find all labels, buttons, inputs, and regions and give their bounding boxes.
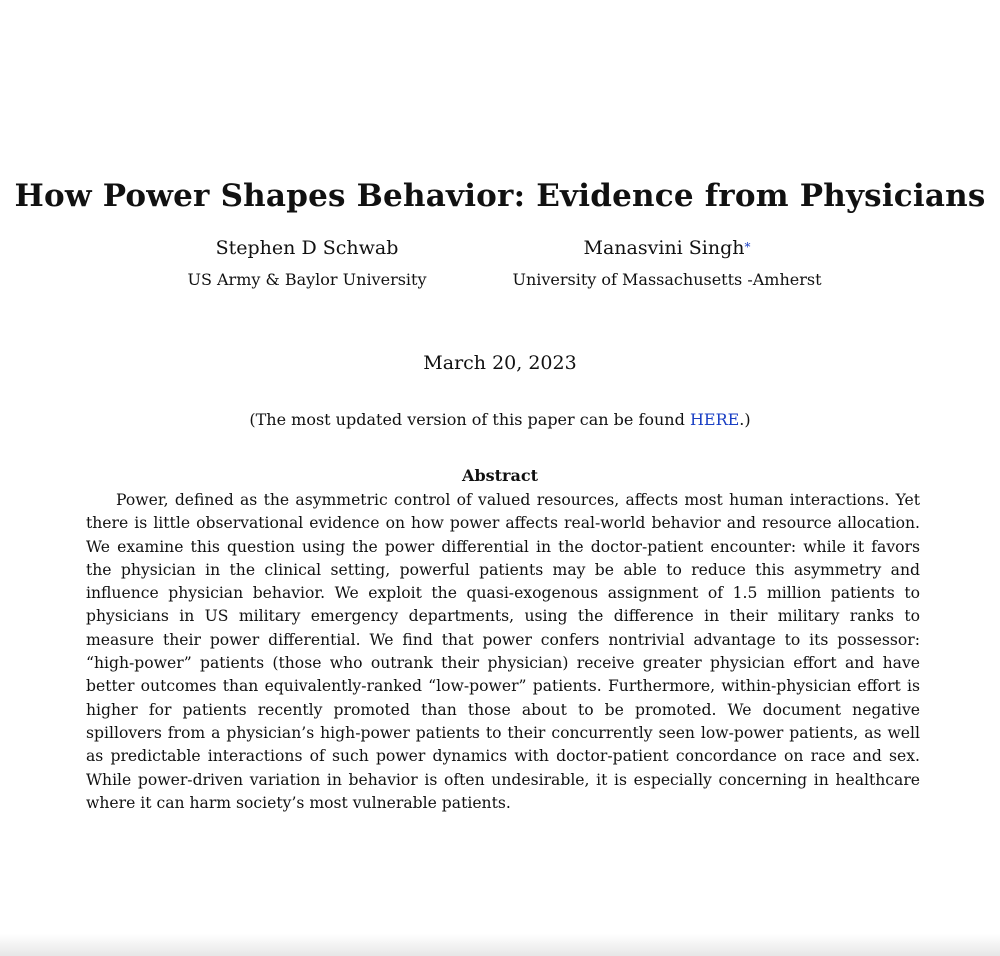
version-link[interactable]: HERE — [689, 410, 740, 429]
paper-title: How Power Shapes Behavior: Evidence from Physicians — [14, 178, 986, 214]
abstract-heading: Abstract — [462, 466, 538, 485]
author-affiliation-1: US Army & Baylor University — [187, 270, 427, 289]
author-name-2: Manasvini Singh — [583, 237, 745, 259]
page-bottom-edge — [0, 934, 1000, 956]
paper-date: March 20, 2023 — [423, 352, 577, 374]
version-note — [0, 410, 1000, 429]
version-note-after: .) — [739, 410, 751, 429]
author-block-1 — [166, 236, 448, 290]
author-name-1: Stephen D Schwab — [215, 237, 399, 259]
author-block-2 — [496, 236, 838, 290]
version-note-before: (The most updated version of this paper can be found — [249, 410, 690, 429]
author-name-2-line — [496, 236, 838, 260]
footnote-mark[interactable]: * — [744, 240, 751, 254]
abstract-text: Power, defined as the asymmetric control of valued resources, affects most human interactions. Yet there is little observational evidence on how power affects real-world behavior and resource allocation. We examine this question using the power differential in the doctor-patient encounter: while it favors the physician in the clinical setting, powerful patients may be able to reduce this asymmetry and influence physician behavior. We exploit the quasi-exogenous assignment of 1.5 million patients to physicians in US military emergency departments, using the difference in their military ranks to measure their power differential. We find that power confers nontrivial advantage to its possessor: “high-power” patients (those who outrank their physician) receive greater physician effort and have better outcomes than equivalently-ranked “low-power” patients. Furthermore, within-physician effort is higher for patients recently promoted than those about to be promoted. We document negative spillovers from a physician’s high-power patients to their concurrently seen low-power patients, as well as predictable interactions of such power dynamics with doctor-patient concordance on race and sex. While power-driven variation in behavior is often undesirable, it is especially concerning in healthcare where it can harm society’s most vulnerable patients. — [86, 491, 920, 812]
author-affiliation-2: University of Massachusetts -Amherst — [512, 270, 822, 289]
